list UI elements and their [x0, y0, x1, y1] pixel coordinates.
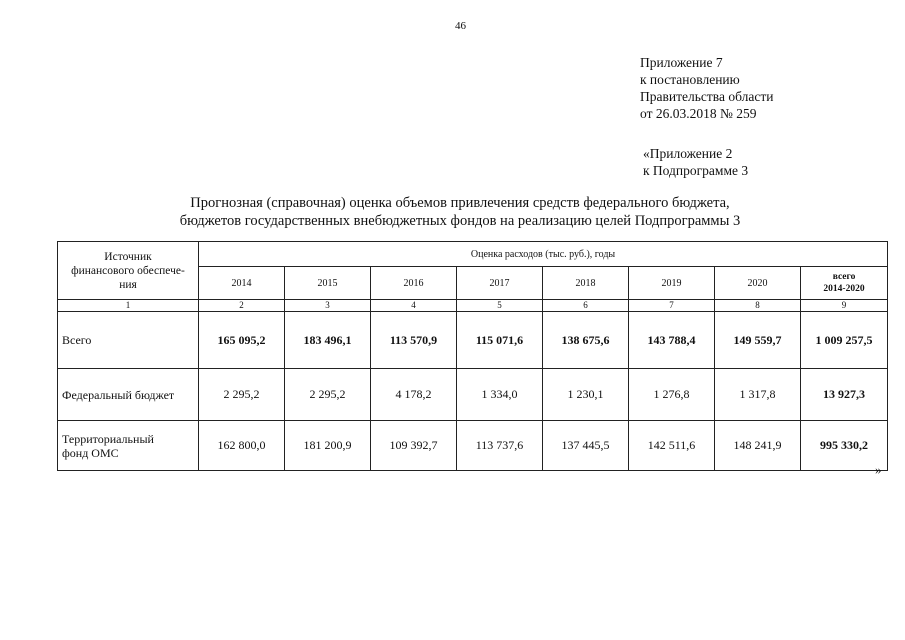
row-total-cell: 13 927,3 — [801, 369, 888, 421]
table-cell: 137 445,5 — [543, 421, 629, 471]
source-header-line-1: Источник — [104, 250, 152, 263]
expenses-group-header: Оценка расходов (тыс. руб.), годы — [199, 242, 888, 267]
year-header-2014: 2014 — [199, 267, 285, 300]
closing-quote: » — [875, 462, 882, 477]
column-number: 1 — [58, 300, 199, 312]
source-header-line-3: ния — [119, 278, 137, 291]
table-row-oms-fund — [58, 421, 888, 471]
sub-annex-reference — [643, 145, 748, 179]
page-number: 46 — [455, 20, 466, 32]
row-label-line-2: фонд ОМС — [62, 445, 119, 460]
annex-line-3: Правительства области — [640, 89, 774, 104]
year-header-2018: 2018 — [543, 267, 629, 300]
total-header — [801, 267, 888, 300]
column-number: 8 — [715, 300, 801, 312]
table-cell: 2 295,2 — [285, 369, 371, 421]
year-header-2017: 2017 — [457, 267, 543, 300]
table-cell: 143 788,4 — [629, 312, 715, 369]
table-cell: 181 200,9 — [285, 421, 371, 471]
table-cell: 165 095,2 — [199, 312, 285, 369]
row-label-line-1: Федеральный бюджет — [62, 387, 175, 402]
column-number: 4 — [371, 300, 457, 312]
table-cell: 2 295,2 — [199, 369, 285, 421]
document-title-line-1: Прогнозная (справочная) оценка объемов привлечения средств федерального бюджета, — [190, 195, 730, 211]
column-number: 2 — [199, 300, 285, 312]
budget-table — [57, 241, 888, 471]
column-number: 3 — [285, 300, 371, 312]
row-label — [58, 312, 199, 369]
annex-reference — [640, 54, 773, 122]
column-number: 7 — [629, 300, 715, 312]
row-label — [58, 369, 199, 421]
table-cell: 1 230,1 — [543, 369, 629, 421]
row-total-cell: 995 330,2 — [801, 421, 888, 471]
year-header-2016: 2016 — [371, 267, 457, 300]
table-cell: 113 570,9 — [371, 312, 457, 369]
column-number: 9 — [801, 300, 888, 312]
row-label-line-1: Территориальный — [62, 431, 154, 446]
annex-line-1: Приложение 7 — [640, 55, 723, 70]
total-header-line-2: 2014-2020 — [823, 284, 865, 294]
table-row-federal — [58, 369, 888, 421]
table-cell: 183 496,1 — [285, 312, 371, 369]
table-cell: 142 511,6 — [629, 421, 715, 471]
total-header-line-1: всего — [832, 272, 856, 282]
column-number: 6 — [543, 300, 629, 312]
table-row-total — [58, 312, 888, 369]
year-header-2019: 2019 — [629, 267, 715, 300]
year-header-2015: 2015 — [285, 267, 371, 300]
table-cell: 1 334,0 — [457, 369, 543, 421]
sub-annex-line-2: к Подпрограмме 3 — [643, 163, 749, 178]
table-cell: 149 559,7 — [715, 312, 801, 369]
source-header — [58, 242, 199, 300]
row-label-line-1: Всего — [62, 333, 92, 347]
table-cell: 115 071,6 — [457, 312, 543, 369]
source-header-line-2: финансового обеспече- — [71, 264, 185, 277]
table-cell: 1 276,8 — [629, 369, 715, 421]
annex-line-2: к постановлению — [640, 72, 740, 87]
sub-annex-line-1: «Приложение 2 — [643, 146, 733, 161]
table-cell: 162 800,0 — [199, 421, 285, 471]
column-number: 5 — [457, 300, 543, 312]
table-cell: 148 241,9 — [715, 421, 801, 471]
year-header-2020: 2020 — [715, 267, 801, 300]
table-cell: 1 317,8 — [715, 369, 801, 421]
document-title — [150, 194, 770, 230]
annex-line-4: от 26.03.2018 № 259 — [640, 106, 757, 121]
column-number-row — [58, 300, 888, 312]
table-cell: 4 178,2 — [371, 369, 457, 421]
row-total-cell: 1 009 257,5 — [801, 312, 888, 369]
row-label — [58, 421, 199, 471]
table-cell: 138 675,6 — [543, 312, 629, 369]
table-cell: 113 737,6 — [457, 421, 543, 471]
table-cell: 109 392,7 — [371, 421, 457, 471]
document-title-line-2: бюджетов государственных внебюджетных фондов на реализацию целей Подпрограммы 3 — [179, 213, 741, 229]
